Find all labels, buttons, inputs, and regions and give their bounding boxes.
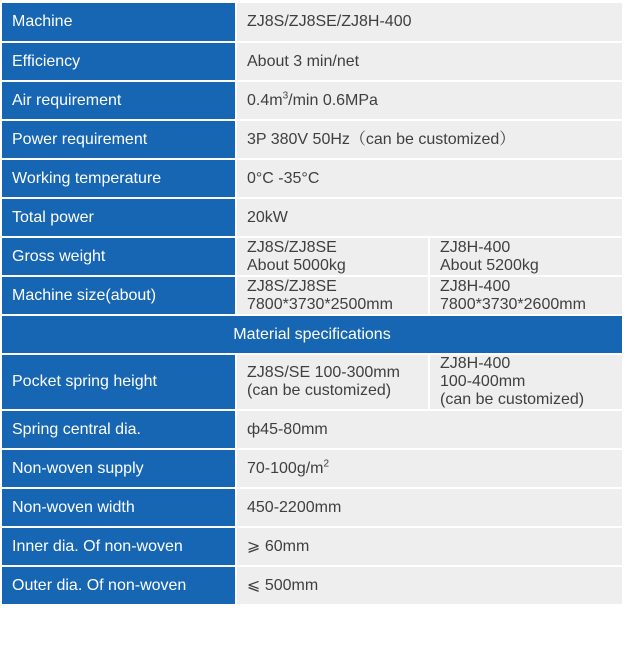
row-value-right bbox=[429, 354, 622, 410]
value-line: ZJ8H-400 bbox=[440, 238, 511, 256]
value-line: ZJ8H-400 bbox=[440, 355, 511, 372]
value-line: ZJ8H-400 bbox=[440, 277, 511, 295]
value-line: About 5000kg bbox=[247, 256, 346, 274]
value-line: 7800*3730*2500mm bbox=[247, 295, 393, 313]
table-row-pocket-spring-height bbox=[2, 354, 622, 410]
row-label: Total power bbox=[2, 198, 236, 237]
row-label: Power requirement bbox=[2, 120, 236, 159]
value-line: (can be customized) bbox=[440, 391, 585, 408]
row-value-left bbox=[236, 237, 429, 276]
row-label: Non-woven supply bbox=[2, 449, 236, 488]
row-label: Machine size(about) bbox=[2, 276, 236, 315]
table-row-gross-weight bbox=[2, 237, 622, 276]
row-label: Non-woven width bbox=[2, 488, 236, 527]
row-value-left bbox=[236, 276, 429, 315]
value-line: ZJ8S/ZJ8SE bbox=[247, 238, 337, 256]
row-value bbox=[236, 449, 622, 488]
value-main: 0.4m bbox=[247, 91, 283, 109]
table-row-machine bbox=[2, 3, 622, 42]
row-value-right bbox=[429, 276, 622, 315]
value-tail: /min 0.6MPa bbox=[288, 91, 378, 109]
table-row-air-requirement bbox=[2, 81, 622, 120]
value-superscript: 2 bbox=[323, 458, 330, 470]
section-header-row bbox=[2, 315, 622, 354]
table-row-non-woven-supply bbox=[2, 449, 622, 488]
row-value bbox=[236, 81, 622, 120]
value-line: 7800*3730*2600mm bbox=[440, 295, 586, 313]
table-row-inner-dia bbox=[2, 527, 622, 566]
row-label: Machine bbox=[2, 3, 236, 42]
table-row-power-requirement bbox=[2, 120, 622, 159]
row-value-left bbox=[236, 354, 429, 410]
value-line: ZJ8S/SE 100-300mm bbox=[247, 364, 400, 381]
row-value: About 3 min/net bbox=[236, 42, 622, 81]
row-label: Outer dia. Of non-woven bbox=[2, 566, 236, 605]
row-label: Spring central dia. bbox=[2, 410, 236, 449]
row-value: ⩾ 60mm bbox=[236, 527, 622, 566]
table-row-spring-central-dia bbox=[2, 410, 622, 449]
row-value: 0°C -35°C bbox=[236, 159, 622, 198]
row-value: 450-2200mm bbox=[236, 488, 622, 527]
table-row-efficiency bbox=[2, 42, 622, 81]
row-label: Working temperature bbox=[2, 159, 236, 198]
row-value: 20kW bbox=[236, 198, 622, 237]
row-value-right bbox=[429, 237, 622, 276]
value-line: About 5200kg bbox=[440, 256, 539, 274]
row-value: ф45-80mm bbox=[236, 410, 622, 449]
table-row-outer-dia bbox=[2, 566, 622, 605]
row-label: Inner dia. Of non-woven bbox=[2, 527, 236, 566]
value-line: 100-400mm bbox=[440, 373, 526, 390]
row-label: Pocket spring height bbox=[2, 354, 236, 410]
table-row-non-woven-width bbox=[2, 488, 622, 527]
table-row-working-temperature bbox=[2, 159, 622, 198]
row-value: 3P 380V 50Hz（can be customized） bbox=[236, 120, 622, 159]
value-main: 70-100g/m bbox=[247, 459, 324, 477]
row-label: Gross weight bbox=[2, 237, 236, 276]
row-label: Efficiency bbox=[2, 42, 236, 81]
section-title: Material specifications bbox=[2, 315, 622, 354]
table-row-machine-size bbox=[2, 276, 622, 315]
value-line: (can be customized) bbox=[247, 382, 392, 399]
value-line: ZJ8S/ZJ8SE bbox=[247, 277, 337, 295]
row-value: ZJ8S/ZJ8SE/ZJ8H-400 bbox=[236, 3, 622, 42]
row-label: Air requirement bbox=[2, 81, 236, 120]
row-value: ⩽ 500mm bbox=[236, 566, 622, 605]
table-row-total-power bbox=[2, 198, 622, 237]
spec-table bbox=[2, 3, 622, 606]
value-superscript: 3 bbox=[282, 90, 289, 102]
